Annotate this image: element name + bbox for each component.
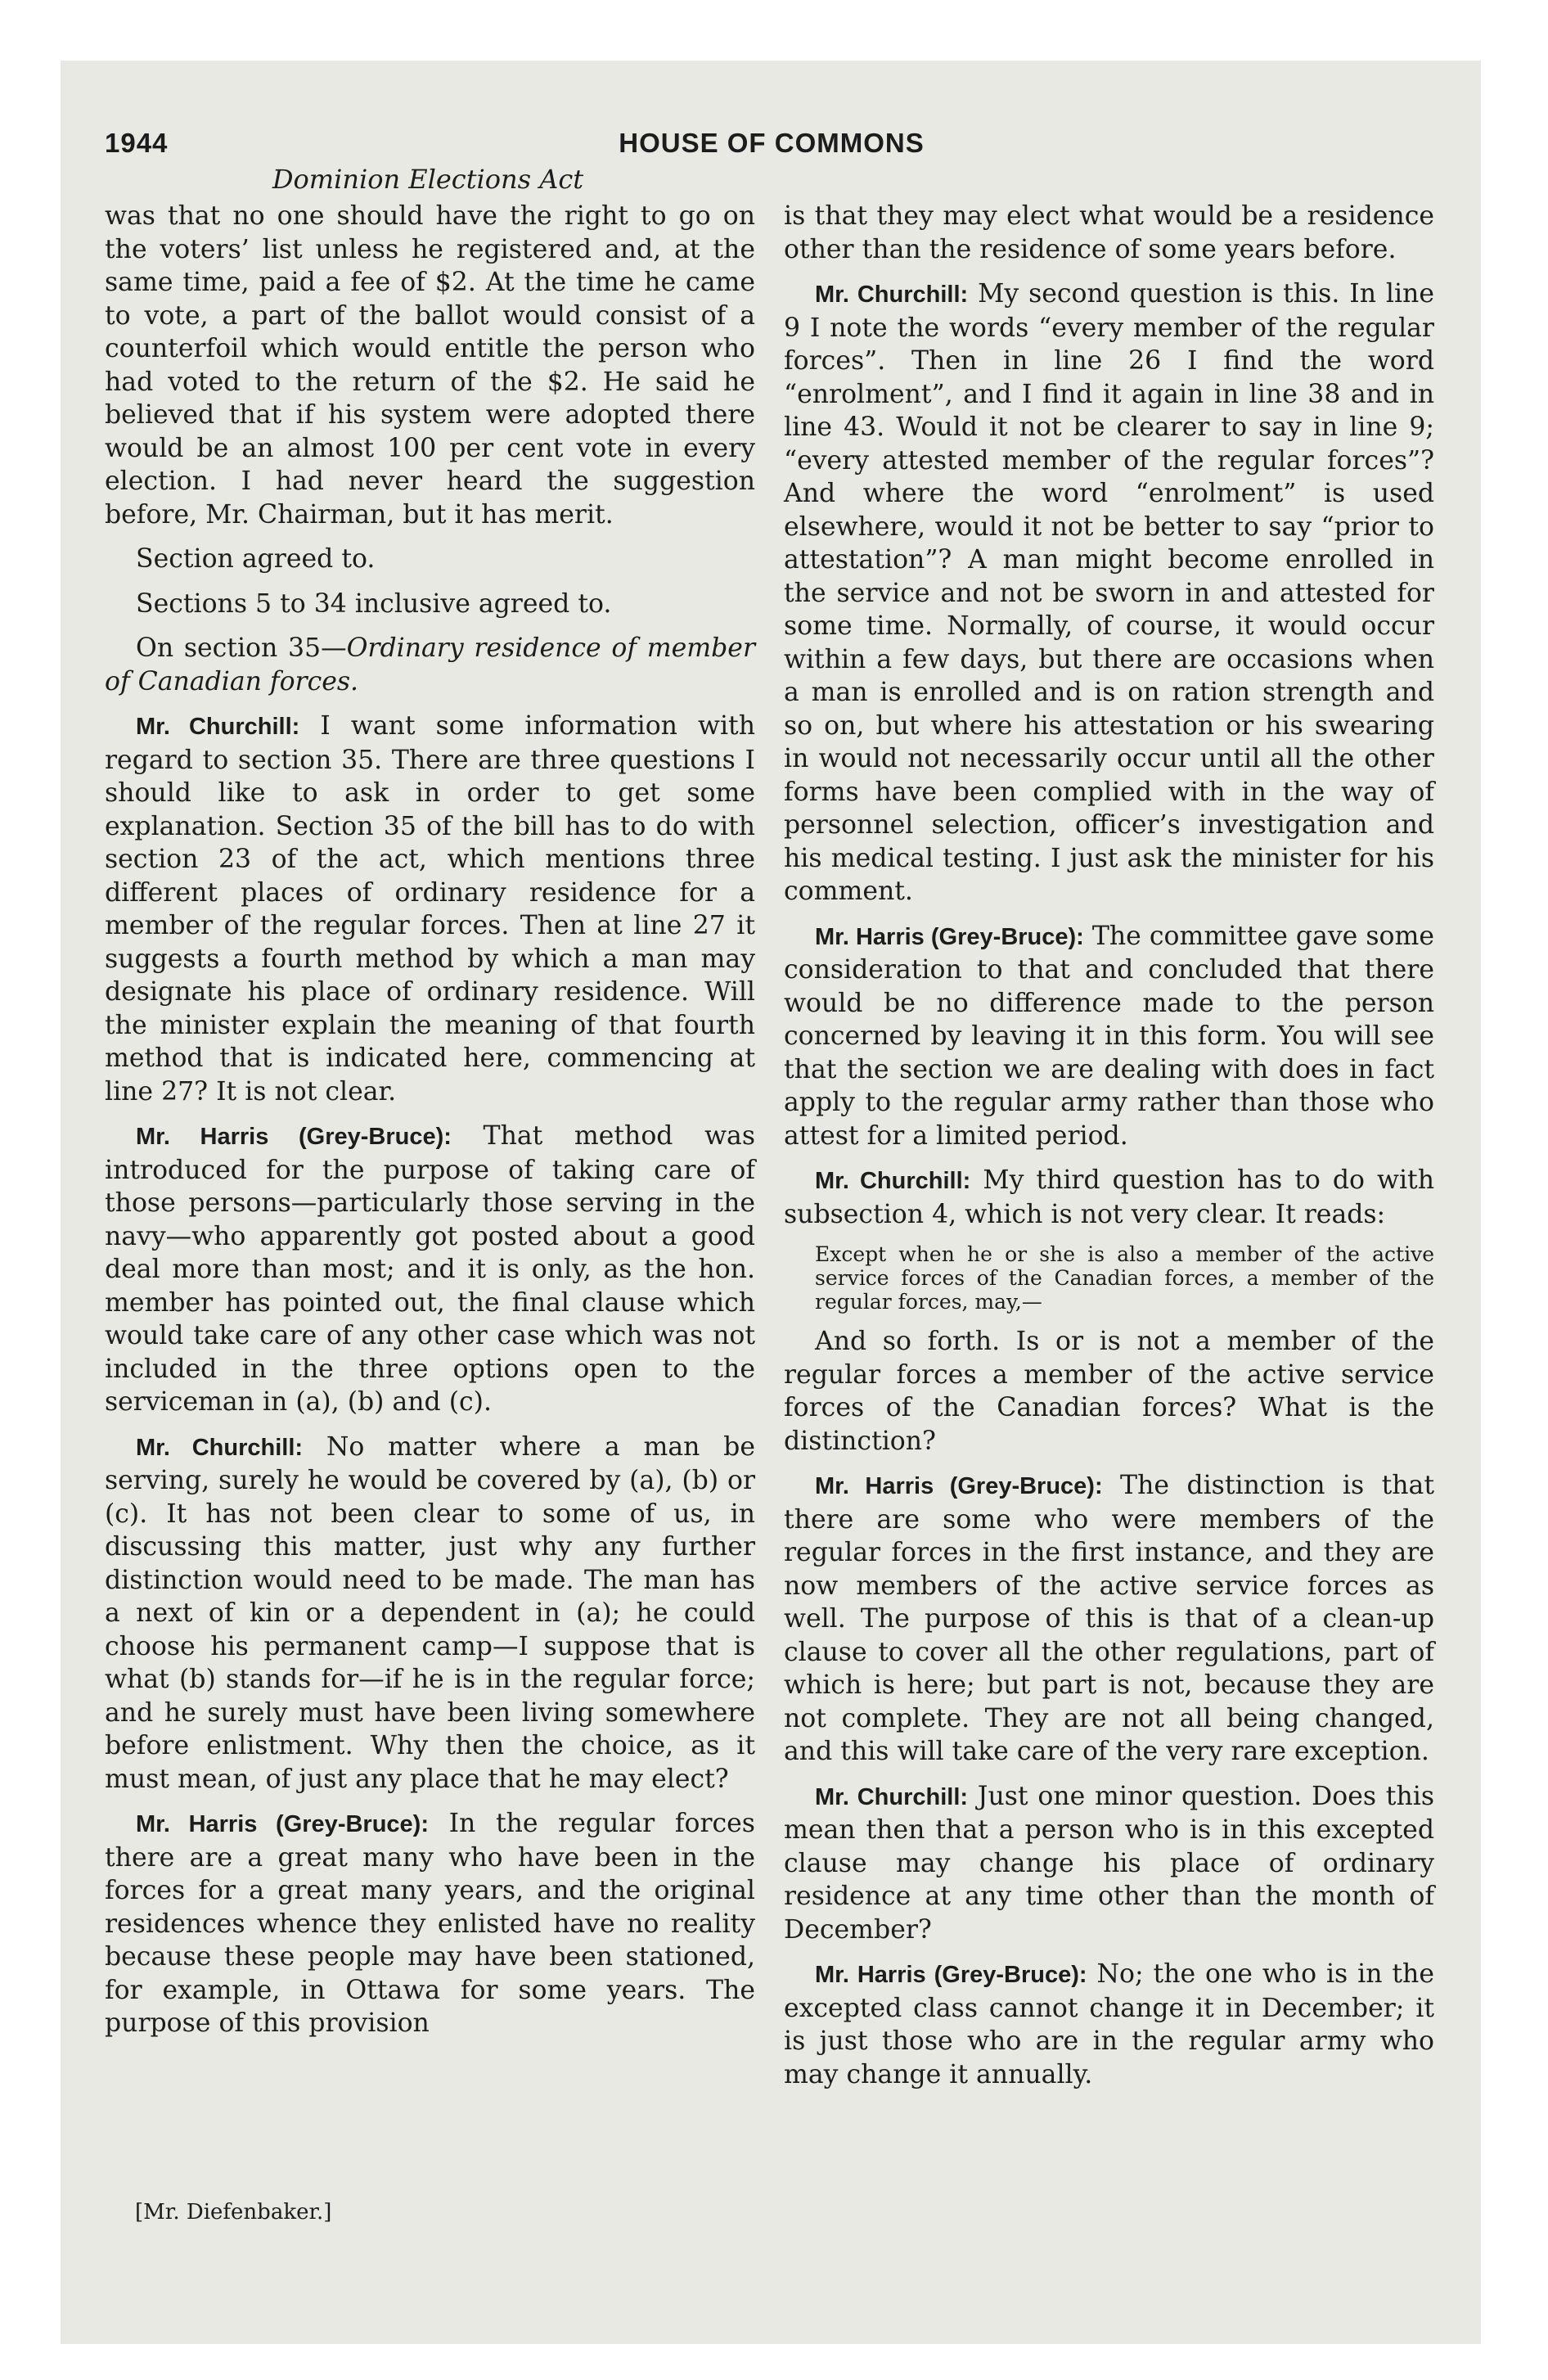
speech <box>784 920 1434 1153</box>
speaker-name: Mr. Harris (Grey-Bruce): <box>136 1124 452 1150</box>
left-column <box>105 200 755 2052</box>
speech <box>105 710 755 1108</box>
page-number: 1944 <box>105 128 169 158</box>
section-reference: On section 35— <box>136 633 347 663</box>
speaker-name: Mr. Churchill: <box>815 282 969 308</box>
speaker-name: Mr. Harris (Grey-Bruce): <box>815 1473 1103 1499</box>
section-heading: Ordinary residence of member of Canadian forces. <box>105 633 756 696</box>
quoted-text: Except when he or she is also a member of the active service forces of the Canadian forces, a member of the regular forces, may,— <box>815 1242 1434 1314</box>
speaker-name: Mr. Churchill: <box>136 1434 304 1461</box>
paragraph: was that no one should have the right to go on the voters’ list unless he registered and, at the same time, paid a fee of $2. At the time he came to vote, a part of the ballot would consist of a counterfoil which would entitle the person who had voted to the return of the $2. He said he believed that if his system were adopted there would be an almost 100 per cent vote in every election. I had never heard the suggestion before, Mr. Chairman, but it has merit. <box>105 201 755 530</box>
paragraph: Section agreed to. <box>136 544 376 574</box>
speech-text: My third question has to do with subsection 4, which is not very clear. It reads: <box>784 1165 1435 1229</box>
right-column <box>784 200 1434 2103</box>
speaker-name: Mr. Churchill: <box>815 1783 969 1810</box>
speech-text: In the regular forces there are a great many who have been in the forces for a great many years, and the original residences whence they enlisted have no reality because these people may have been stationed, for example, in Ottawa for some years. The purpose of this provision <box>105 1809 755 2038</box>
speech <box>784 1469 1434 1769</box>
speech <box>105 1120 755 1419</box>
speech-text: Just one minor question. Does this mean then that a person who is in this excepted clause may change his place of ordinary residence at any time other than the month of December? <box>784 1781 1434 1945</box>
paragraph: is that they may elect what would be a residence other than the residence of some years before. <box>784 201 1434 264</box>
speech-text: The committee gave some consideration to that and concluded that there would be no difference made to the person concerned by leaving it in this form. You will see that the section we are dealing with does in fact apply to the regular army rather than those who attest for a limited period. <box>784 921 1434 1151</box>
speech <box>784 277 1434 908</box>
speaker-name: Mr. Churchill: <box>136 714 300 740</box>
footer-note: [Mr. Diefenbaker.] <box>135 2200 332 2224</box>
speech-text: The distinction is that there are some who were members of the regular forces in the first instance, and they are now members of the active service forces as well. The purpose of this is that of a clean-up clause to cover all the other regulations, part of which is here; but part is not, because they are not complete. They are not all being changed, and this will take care of the very rare exception. <box>784 1471 1434 1766</box>
speaker-name: Mr. Harris (Grey-Bruce): <box>136 1811 429 1837</box>
speech <box>784 1958 1434 2091</box>
speaker-name: Mr. Churchill: <box>815 1168 971 1194</box>
speech-text: No; the one who is in the excepted class cannot change it in December; it is just those who are in the regular army who may change it annually. <box>784 1959 1434 2089</box>
speech <box>105 1807 755 2040</box>
paragraph <box>105 632 755 698</box>
speaker-name: Mr. Harris (Grey-Bruce): <box>815 923 1084 950</box>
speech-text: That method was introduced for the purpose of taking care of those persons—particularly those serving in the navy—who apparently got posted about a good deal more than most; and it is only, as the hon. member has pointed out, the final clause which would take care of any other case which was not included in the three options open to the serviceman in (a), (b) and (c). <box>105 1121 755 1417</box>
speech-text: No matter where a man be serving, surely he would be covered by (a), (b) or (c). It has not been clear to some of us, in discussing this matter, just why any further distinction would need to be made. The man has a next of kin or a dependent in (a); he could choose his permanent camp—I suppose that is what (b) stands for—if he is in the regular force; and he surely must have been living somewhere before enlistment. Why then the choice, as it must mean, of just any place that he may elect? <box>105 1431 755 1794</box>
speech <box>784 1164 1434 1231</box>
speech <box>784 1780 1434 1947</box>
speech-text: My second question is this. In line 9 I note the words “every member of the regular forces”. Then in line 26 I find the word “enrolment”, and I find it again in line 38 and in line 43. Would it not be clearer to say in line 9; “every attested member of the regular forces”? And where the word “enrolment” is used elsewhere, would it not be better to say “prior to attestation”? A man might become enrolled in the service and not be sworn in and attested for some time. Normally, of course, it would occur within a few days, but there are occasions when a man is enrolled and is on ration strength and so on, but where his attestation or his swearing in would not necessarily occur until all the other forms have been complied with in the way of personnel selection, officer’s investigation and his medical testing. I just ask the minister for his comment. <box>784 279 1434 906</box>
running-title: HOUSE OF COMMONS <box>619 128 925 158</box>
speaker-name: Mr. Harris (Grey-Bruce): <box>815 1962 1087 1988</box>
page-header <box>105 123 1438 164</box>
speech <box>105 1431 755 1796</box>
paragraph: And so forth. Is or is not a member of the regular forces a member of the active service forces of the Canadian forces? What is the distinction? <box>784 1327 1434 1456</box>
paragraph: Sections 5 to 34 inclusive agreed to. <box>136 588 612 619</box>
speech-text: I want some information with regard to section 35. There are three questions I should like to ask in order to get some explanation. Section 35 of the bill has to do with section 23 of the act, which mentions three different places of ordinary residence for a member of the regular forces. Then at line 27 it suggests a fourth method by which a man may designate his place of ordinary residence. Will the minister explain the meaning of that fourth method that is indicated here, commencing at line 27? It is not clear. <box>105 711 755 1107</box>
section-title: Dominion Elections Act <box>272 164 584 195</box>
